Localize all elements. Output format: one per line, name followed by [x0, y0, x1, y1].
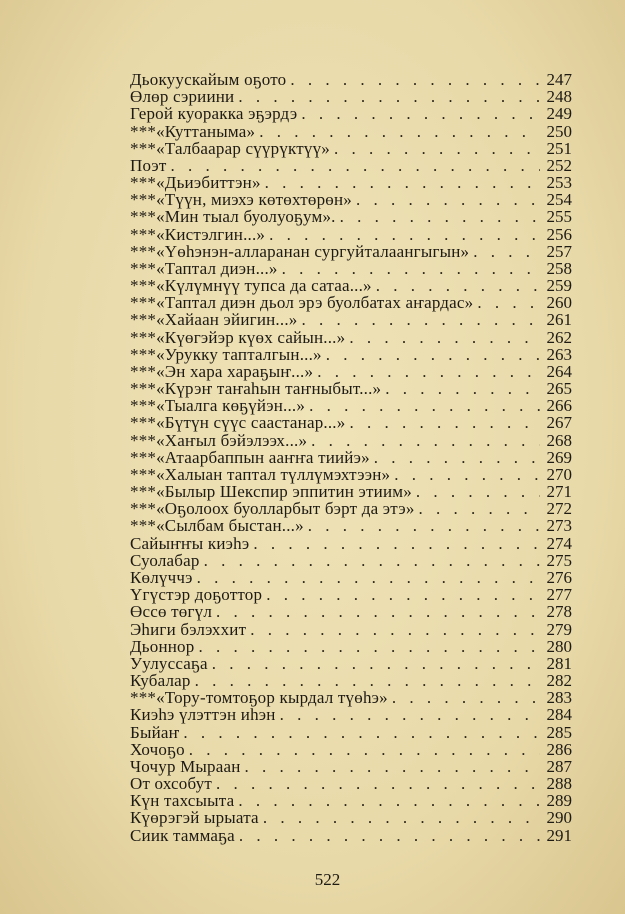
- dot-leader: [308, 517, 540, 534]
- toc-entry: [130, 397, 572, 414]
- entry-title: Күн тахсыыта: [130, 791, 235, 811]
- entry-title: Суолабар: [130, 550, 200, 570]
- entry-page-number: 282: [546, 671, 572, 691]
- entry-title: ***«Атаарбаппын ааҥҥа тиийэ»: [130, 447, 370, 467]
- entry-page-number: 265: [546, 379, 572, 399]
- dot-leader: [349, 414, 540, 431]
- dot-leader: [195, 672, 540, 689]
- entry-title: Уулуссаҕа: [130, 653, 208, 673]
- entry-title: От охсобут: [130, 774, 213, 794]
- dot-leader: [394, 466, 540, 483]
- dot-leader: [473, 243, 540, 260]
- entry-page-number: 267: [546, 413, 572, 433]
- entry-page-number: 290: [546, 808, 572, 828]
- toc-entry: [130, 191, 572, 208]
- dot-leader: [317, 363, 540, 380]
- dot-leader: [301, 311, 540, 328]
- toc-entry: [130, 174, 572, 191]
- dot-leader: [282, 260, 540, 277]
- dot-leader: [376, 277, 540, 294]
- entry-title: ***«Хайаан эйигин...»: [130, 310, 298, 330]
- toc-entry: [130, 552, 572, 569]
- page-number: 522: [314, 870, 341, 889]
- entry-title: Киэһэ үлэттэн иһэн: [130, 705, 276, 725]
- dot-leader: [326, 346, 540, 363]
- dot-leader: [334, 140, 540, 157]
- entry-page-number: 250: [546, 121, 572, 141]
- dot-leader: [280, 706, 540, 723]
- toc-entry: [130, 71, 572, 88]
- entry-title: ***«Мин тыал буолуоҕум».: [130, 207, 336, 227]
- entry-page-number: 268: [546, 430, 572, 450]
- entry-title: ***«Сылбам быстан...»: [130, 516, 304, 536]
- entry-page-number: 279: [546, 619, 572, 639]
- entry-page-number: 256: [546, 224, 572, 244]
- toc-entry: [130, 827, 572, 844]
- entry-title: Хочоҕо: [130, 739, 185, 759]
- entry-page-number: 281: [546, 653, 572, 673]
- dot-leader: [239, 827, 540, 844]
- entry-title: ***«Тору-томтоҕор кырдал түөһэ»: [130, 688, 388, 708]
- entry-page-number: 275: [546, 550, 572, 570]
- entry-page-number: 276: [546, 567, 572, 587]
- entry-page-number: 271: [546, 482, 572, 502]
- dot-leader: [183, 724, 540, 741]
- toc-entry: [130, 123, 572, 140]
- entry-page-number: 285: [546, 722, 572, 742]
- toc-entry: [130, 294, 572, 311]
- toc-entry: [130, 775, 572, 792]
- dot-leader: [212, 655, 540, 672]
- toc-entry: [130, 706, 572, 723]
- entry-page-number: 262: [546, 327, 572, 347]
- entry-title: ***«Түүн, миэхэ көтөхтөрөн»: [130, 190, 352, 210]
- entry-title: ***«Дьиэбиттэн»: [130, 173, 261, 193]
- toc-entry: [130, 432, 572, 449]
- entry-title: Быйаҥ: [130, 722, 180, 742]
- toc-entry: [130, 140, 572, 157]
- entry-title: Күөрэгэй ырыата: [130, 808, 259, 828]
- toc-entry: [130, 226, 572, 243]
- entry-page-number: 280: [546, 636, 572, 656]
- dot-leader: [238, 792, 540, 809]
- entry-page-number: 263: [546, 344, 572, 364]
- toc-entry: [130, 311, 572, 328]
- toc-entry: [130, 105, 572, 122]
- toc-entry: [130, 638, 572, 655]
- entry-page-number: 257: [546, 241, 572, 261]
- entry-page-number: 283: [546, 688, 572, 708]
- entry-page-number: 273: [546, 516, 572, 536]
- dot-leader: [204, 552, 540, 569]
- entry-page-number: 278: [546, 602, 572, 622]
- entry-title: Кубалар: [130, 671, 191, 691]
- toc-entry: [130, 758, 572, 775]
- entry-page-number: 261: [546, 310, 572, 330]
- entry-page-number: 251: [546, 138, 572, 158]
- toc-entry: [130, 208, 572, 225]
- entry-title: ***«Күөгэйэр күөх сайын...»: [130, 327, 346, 347]
- dot-leader: [477, 294, 540, 311]
- entry-title: ***«Таптал диэн дьол эрэ буолбатах аҥардас»: [130, 293, 474, 313]
- entry-page-number: 269: [546, 447, 572, 467]
- entry-title: Сайыҥҥы киэһэ: [130, 533, 250, 553]
- entry-page-number: 247: [546, 70, 572, 89]
- entry-title: ***«Хаҥыл бэйэлээх...»: [130, 430, 308, 450]
- dot-leader: [349, 329, 540, 346]
- dot-leader: [263, 809, 540, 826]
- dot-leader: [269, 226, 540, 243]
- entry-page-number: 289: [546, 791, 572, 811]
- entry-title: ***«Эн хара хараҕыҥ...»: [130, 361, 314, 381]
- dot-leader: [290, 71, 540, 88]
- toc-entry: [130, 500, 572, 517]
- dot-leader: [171, 157, 540, 174]
- entry-page-number: 286: [546, 739, 572, 759]
- toc-entry: [130, 741, 572, 758]
- entry-title: ***«Талбаарар сүүрүктүү»: [130, 138, 330, 158]
- dot-leader: [416, 483, 540, 500]
- entry-title: ***«Күлүмнүү тупса да сатаа...»: [130, 276, 372, 296]
- toc-entry: [130, 483, 572, 500]
- dot-leader: [197, 569, 540, 586]
- toc-entry: [130, 157, 572, 174]
- dot-leader: [356, 191, 540, 208]
- entry-page-number: 291: [546, 825, 572, 845]
- toc-entry: [130, 517, 572, 534]
- entry-page-number: 249: [546, 104, 572, 124]
- entry-title: Чочур Мыраан: [130, 756, 241, 776]
- entry-title: ***«Үөһэнэн-алларанан сургуйталаангыгын»: [130, 241, 470, 261]
- entry-title: Герой куоракка эҕэрдэ: [130, 104, 298, 124]
- toc-entry: [130, 621, 572, 638]
- dot-leader: [253, 535, 540, 552]
- entry-page-number: 253: [546, 173, 572, 193]
- toc-entry: [130, 535, 572, 552]
- entry-page-number: 252: [546, 155, 572, 175]
- entry-title: Сиик таммаҕа: [130, 825, 235, 845]
- toc-entry: [130, 243, 572, 260]
- dot-leader: [301, 105, 540, 122]
- dot-leader: [311, 432, 540, 449]
- dot-leader: [250, 621, 540, 638]
- toc-entry: [130, 689, 572, 706]
- entry-title: Көлүччэ: [130, 567, 193, 587]
- entry-page-number: 266: [546, 396, 572, 416]
- entry-page-number: 270: [546, 464, 572, 484]
- entry-title: ***«Куттаныма»: [130, 121, 256, 141]
- entry-title: Эһиги бэлэххит: [130, 619, 247, 639]
- entry-page-number: 288: [546, 774, 572, 794]
- entry-title: ***«Кистэлгин...»: [130, 224, 266, 244]
- toc-entry: [130, 809, 572, 826]
- toc-entry: [130, 346, 572, 363]
- entry-title: Поэт: [130, 155, 167, 175]
- toc-entry: [130, 655, 572, 672]
- entry-title: ***«Урукку тапталгын...»: [130, 344, 322, 364]
- dot-leader: [238, 88, 540, 105]
- entry-page-number: 287: [546, 756, 572, 776]
- toc-entry: [130, 88, 572, 105]
- toc-entry: [130, 380, 572, 397]
- dot-leader: [245, 758, 540, 775]
- entry-page-number: 258: [546, 258, 572, 278]
- entry-title: Үгүстэр доҕоттор: [130, 585, 263, 605]
- toc-entry: [130, 414, 572, 431]
- dot-leader: [392, 689, 540, 706]
- entry-title: ***«Бүтүн сүүс саастанар...»: [130, 413, 346, 433]
- entry-page-number: 248: [546, 87, 572, 107]
- toc-entry: [130, 586, 572, 603]
- table-of-contents: [130, 71, 572, 844]
- dot-leader: [309, 397, 540, 414]
- dot-leader: [419, 500, 540, 517]
- entry-page-number: 284: [546, 705, 572, 725]
- entry-title: ***«Оҕолоох буолларбыт бэрт да этэ»: [130, 499, 415, 519]
- toc-entry: [130, 260, 572, 277]
- dot-leader: [216, 603, 540, 620]
- entry-title: ***«Халыан таптал түллүмэхтээн»: [130, 464, 391, 484]
- entry-page-number: 254: [546, 190, 572, 210]
- toc-entry: [130, 363, 572, 380]
- dot-leader: [198, 638, 540, 655]
- toc-entry: [130, 329, 572, 346]
- toc-entry: [130, 277, 572, 294]
- entry-title: ***«Былыр Шекспир эппитин этиим»: [130, 482, 412, 502]
- toc-entry: [130, 569, 572, 586]
- entry-page-number: 260: [546, 293, 572, 313]
- entry-page-number: 259: [546, 276, 572, 296]
- dot-leader: [340, 208, 540, 225]
- toc-entry: [130, 792, 572, 809]
- entry-page-number: 274: [546, 533, 572, 553]
- dot-leader: [216, 775, 540, 792]
- dot-leader: [265, 174, 540, 191]
- entry-title: ***«Таптал диэн...»: [130, 258, 278, 278]
- dot-leader: [374, 449, 540, 466]
- entry-title: Өлөр сэриини: [130, 87, 235, 107]
- toc-entry: [130, 672, 572, 689]
- entry-title: ***«Тыалга көҕүйэн...»: [130, 396, 306, 416]
- toc-entry: [130, 466, 572, 483]
- entry-title: ***«Күрэҥ таҥаһын таҥныбыт...»: [130, 379, 382, 399]
- toc-entry: [130, 603, 572, 620]
- dot-leader: [189, 741, 540, 758]
- entry-page-number: 255: [546, 207, 572, 227]
- entry-page-number: 277: [546, 585, 572, 605]
- dot-leader: [266, 586, 540, 603]
- toc-entry: [130, 449, 572, 466]
- entry-title: Дьоннор: [130, 636, 195, 656]
- entry-page-number: 272: [546, 499, 572, 519]
- entry-page-number: 264: [546, 361, 572, 381]
- toc-entry: [130, 724, 572, 741]
- entry-title: Өссө төгүл: [130, 602, 213, 622]
- dot-leader: [259, 123, 540, 140]
- dot-leader: [385, 380, 540, 397]
- entry-title: Дьокуускайым оҕото: [130, 70, 287, 89]
